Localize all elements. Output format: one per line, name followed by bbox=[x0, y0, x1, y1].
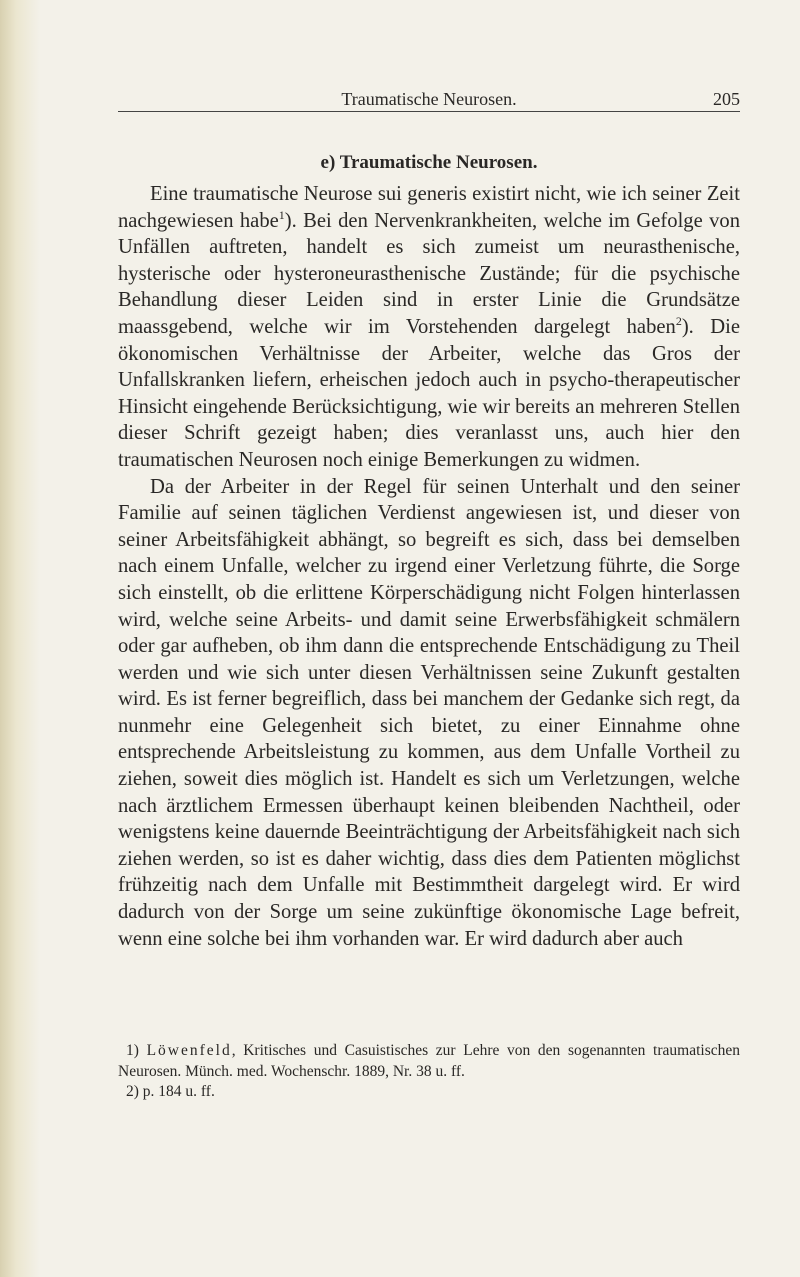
paragraph-1 bbox=[118, 181, 740, 474]
footnote-1-author: Löwenfeld bbox=[146, 1042, 232, 1059]
footnote-2 bbox=[118, 1082, 740, 1103]
paragraph-2: Da der Arbeiter in der Regel für seinen Unterhalt und den seiner Familie auf seinen täglichen Verdienst angewiesen ist, und dieser von seiner Arbeitsfähigkeit abhängt, so begreift es sich, dass bei demselben nach einem Unfalle, welcher zu irgend einer Verletzung führte, die Sorge sich einstellt, ob die erlittene Körperschädigung nicht Folgen hinterlassen wird, welche seine Arbeits- und damit seine Erwerbsfähigkeit schmälern oder gar aufheben, ob ihm dann die entsprechende Entschädigung zu Theil werden und wie sich unter diesen Verhältnissen seine Zukunft gestalten wird. Es ist ferner begreiflich, dass bei manchem der Gedanke sich regt, da nunmehr eine Gelegenheit sich bietet, zu einer Einnahme ohne entsprechende Arbeitsleistung zu kommen, aus dem Unfalle Vortheil zu ziehen, soweit dies möglich ist. Handelt es sich um Verletzungen, welche nach ärztlichem Ermessen überhaupt keinen bleibenden Nachtheil, oder wenigstens keine dauernde Beeinträchtigung der Arbeitsfähigkeit nach sich ziehen werden, so ist es daher wichtig, dass dies dem Patienten möglichst frühzeitig nach dem Unfalle mit Bestimmtheit dargelegt wird. Er wird dadurch von der Sorge um seine zukünftige ökonomische Lage befreit, wenn eine solche bei ihm vorhanden war. Er wird dadurch aber auch bbox=[118, 475, 740, 950]
paragraph-1-part-a: Eine traumatische Neurose sui generis existirt nicht, wie ich seiner Zeit nachgewiesen habe bbox=[118, 183, 740, 232]
footnote-1-text: , Kritisches und Casuistisches zur Lehre von den sogenannten traumatischen Neurosen. Münch. med. Wochenschr. 1889, Nr. 38 u. ff. bbox=[118, 1042, 740, 1080]
page-number: 205 bbox=[713, 89, 740, 109]
running-header bbox=[118, 89, 740, 112]
page-binding-edge bbox=[0, 0, 40, 1277]
footnote-2-text: p. 184 u. ff. bbox=[142, 1083, 215, 1100]
paragraph-1-part-c: ). Die ökonomischen Verhältnisse der Arbeiter, welche das Gros der Unfallskranken liefern, erheischen jedoch auch in psycho-therapeutischer Hinsicht eingehende Berücksichtigung, wie wir bereits an mehreren Stellen dieser Schrift gezeigt haben; dies veranlasst uns, auch hier den traumatischen Neurosen noch einige Bemerkungen zu widmen. bbox=[118, 315, 740, 471]
body-text bbox=[118, 181, 740, 952]
footnotes bbox=[118, 1041, 740, 1103]
paragraph-1-part-b: ). Bei den Nervenkrankheiten, welche im Gefolge von Unfällen auftreten, handelt es sich zumeist um neurasthenische, hysterische oder hysteroneurasthenische Zustände; für die psychische Behandlung dieser Leiden sind in erster Linie die Grundsätze maassgebend, welche wir im Vorstehenden dargelegt haben bbox=[118, 209, 740, 338]
footnote-ref-1: 1 bbox=[278, 207, 285, 222]
footnote-ref-2: 2 bbox=[675, 314, 682, 329]
section-heading: e) Traumatische Neurosen. bbox=[320, 152, 538, 173]
footnote-1 bbox=[118, 1041, 740, 1082]
footnote-1-marker: 1) bbox=[126, 1042, 139, 1059]
running-header-title: Traumatische Neurosen. bbox=[341, 89, 517, 109]
footnote-2-marker: 2) bbox=[126, 1083, 139, 1100]
